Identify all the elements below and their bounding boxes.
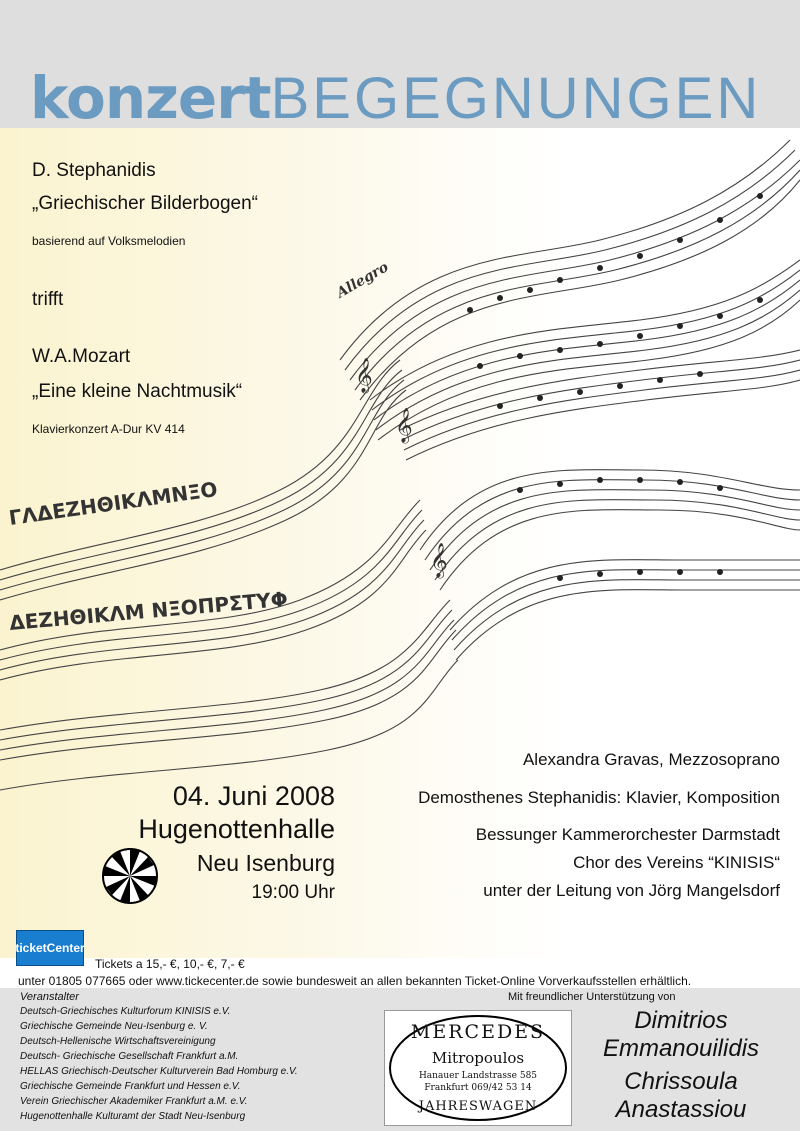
work-2-note: Klavierkonzert A-Dur KV 414 — [32, 422, 185, 436]
sponsor-bottom: JAHRESWAGEN — [418, 1099, 538, 1114]
organizer-4: Deutsch- Griechische Gesellschaft Frankfurt a.M. — [20, 1051, 239, 1062]
sponsor-address: Hanauer Landstrasse 585 — [418, 1071, 538, 1081]
organizer-5: HELLAS Griechisch-Deutscher Kulturverein Bad Homburg e.V. — [20, 1066, 298, 1077]
ticket-prices: Tickets a 15,- €, 10,- €, 7,- € — [95, 957, 245, 971]
performer-3: Bessunger Kammerorchester Darmstadt — [475, 825, 780, 844]
title-part-begegnungen: BEGEGNUNGEN — [270, 66, 762, 131]
patron-1-last: Emmanouilidis — [602, 1035, 760, 1062]
organizers-label: Veranstalter — [20, 991, 79, 1003]
patron-2-first: Chrissoula — [624, 1068, 738, 1095]
organizer-2: Griechische Gemeinde Neu-Isenburg e. V. — [20, 1021, 208, 1032]
organizer-6: Griechische Gemeinde Frankfurt und Hessen e.V. — [20, 1081, 241, 1092]
work-1-note: basierend auf Volksmelodien — [32, 234, 186, 248]
ticket-info: unter 01805 077665 oder www.tickecenter.de sowie bundesweit an allen bekannten Ticket-Online Vorverkaufsstellen erhältlich. — [18, 974, 692, 988]
performer-2: Demosthenes Stephanidis: Klavier, Komposition — [418, 788, 780, 807]
svg-text:𝄞: 𝄞 — [430, 543, 448, 578]
patron-2-last: Anastassiou — [615, 1096, 747, 1123]
event-venue: Hugenottenhalle — [138, 814, 335, 844]
sponsor-name: Mitropoulos — [431, 1049, 525, 1067]
performer-5: unter der Leitung von Jörg Mangelsdorf — [483, 881, 780, 900]
performer-4: Chor des Vereins “KINISIS“ — [573, 853, 780, 872]
organizer-8: Hugenottenhalle Kulturamt der Stadt Neu-Isenburg — [20, 1111, 246, 1122]
poster-title — [30, 64, 761, 134]
svg-text:𝄞: 𝄞 — [395, 408, 413, 443]
sponsor-phone: Frankfurt 069/42 53 14 — [424, 1083, 532, 1093]
composer-2: W.A.Mozart — [32, 346, 131, 367]
connector: trifft — [32, 289, 64, 310]
performer-1: Alexandra Gravas, Mezzosoprano — [522, 750, 780, 769]
work-2: „Eine kleine Nachtmusik“ — [32, 381, 243, 402]
sponsor-top: MERCEDES — [410, 1021, 546, 1043]
organizer-7: Verein Griechischer Akademiker Frankfurt a.M. e.V. — [20, 1096, 248, 1107]
sponsor-logo — [384, 1010, 572, 1126]
event-city: Neu Isenburg — [196, 850, 335, 876]
venue-logo-icon — [98, 848, 162, 904]
title-part-konzert: konzert — [30, 64, 271, 132]
composer-1: D. Stephanidis — [32, 160, 156, 181]
event-date: 04. Juni 2008 — [172, 781, 335, 811]
event-time: 19:00 Uhr — [251, 882, 335, 903]
organizer-1: Deutsch-Griechisches Kulturforum KINISIS e.V. — [20, 1006, 231, 1017]
greek-letters-row-2: ΔΕΖΗΘΙΚΛΜ ΝΞΟΠΡΣΤΥΦ — [8, 586, 289, 635]
svg-text:𝄞: 𝄞 — [355, 358, 373, 393]
tempo-marking: Allegro — [334, 259, 392, 302]
patron-1-first: Dimitrios — [634, 1007, 728, 1034]
support-label: Mit freundlicher Unterstützung von — [508, 991, 676, 1003]
ticketcenter-logo: ticketCenter — [16, 930, 84, 966]
greek-letters-row-1: ΓΛΔΕΖΗΘΙΚΛΜΝΞΟ — [7, 476, 219, 530]
organizer-3: Deutsch-Hellenische Wirtschaftsvereinigung — [20, 1036, 216, 1047]
work-1: „Griechischer Bilderbogen“ — [32, 193, 258, 214]
